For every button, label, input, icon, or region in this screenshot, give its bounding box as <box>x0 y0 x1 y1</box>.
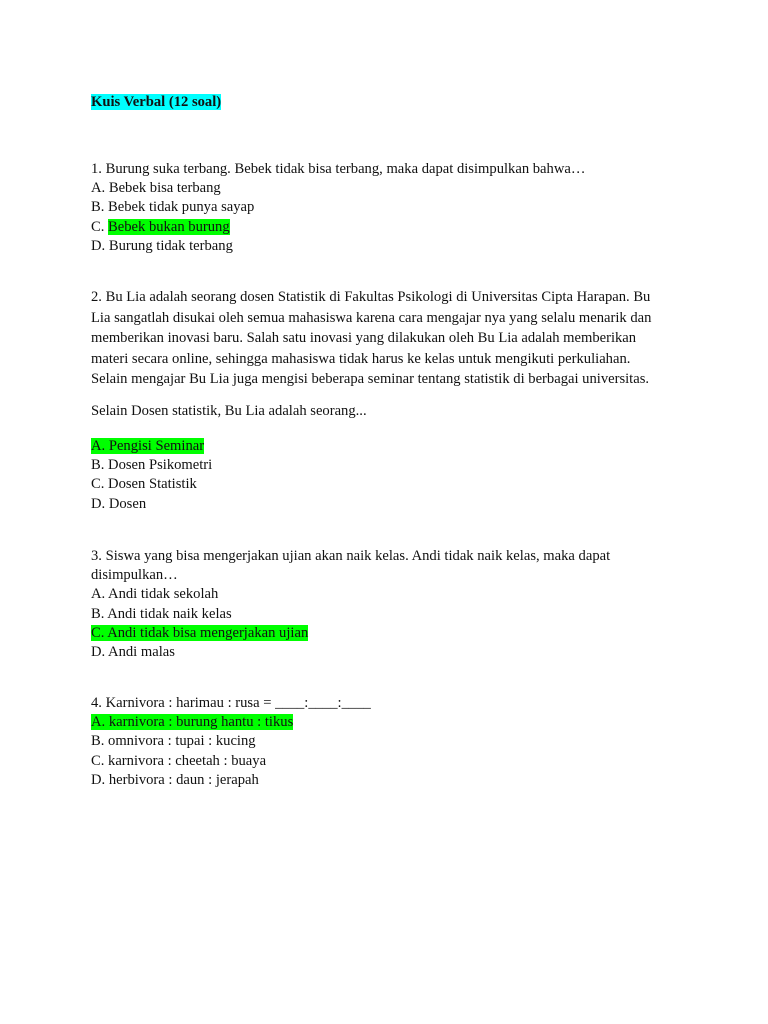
question-2-line: Selain mengajar Bu Lia juga mengisi beberapa seminar tentang statistik di berbagai universitas. <box>91 371 650 388</box>
question-1-text: 1. Burung suka terbang. Bebek tidak bisa terbang, maka dapat disimpulkan bahwa… <box>91 161 586 177</box>
question-2-paragraph <box>91 287 681 390</box>
quiz-title-text: Kuis Verbal (12 soal) <box>91 94 222 110</box>
correct-answer-highlight: Bebek bukan burung <box>108 218 230 235</box>
question-2-line: 2. Bu Lia adalah seorang dosen Statistik di Fakultas Psikologi di Universitas Cipta Harapan. Bu <box>91 289 651 305</box>
question-2-option-b: B. Dosen Psikometri <box>91 457 213 474</box>
question-1-option-a: A. Bebek bisa terbang <box>91 180 221 197</box>
question-1 <box>91 160 681 256</box>
correct-answer-highlight: A. Pengisi Seminar <box>91 438 205 454</box>
question-4-option-b: B. omnivora : tupai : kucing <box>91 733 256 750</box>
question-2-line: memberikan inovasi baru. Salah satu inovasi yang dilakukan oleh Bu Lia adalah memberikan <box>91 330 637 347</box>
question-4-option-d: D. herbivora : daun : jerapah <box>91 771 259 788</box>
question-3-option-a: A. Andi tidak sekolah <box>91 586 219 603</box>
question-3-text-line-2: disimpulkan… <box>91 567 178 584</box>
question-3-option-b: B. Andi tidak naik kelas <box>91 605 232 622</box>
question-2-line: Lia sangatlah disukai oleh semua mahasiswa karena cara mengajar nya yang selalu menarik dan <box>91 309 652 326</box>
question-1-option-c: C. Bebek bukan burung <box>91 218 230 235</box>
question-3 <box>91 547 681 662</box>
question-2-ask-text: Selain Dosen statistik, Bu Lia adalah seorang... <box>91 403 367 419</box>
question-2-line: materi secara online, sehingga mahasiswa tidak harus ke kelas untuk mengikuti perkuliahan. <box>91 350 631 367</box>
question-2-option-a <box>91 437 681 456</box>
question-3-text-line-1: 3. Siswa yang bisa mengerjakan ujian akan naik kelas. Andi tidak naik kelas, maka dapat <box>91 548 611 564</box>
question-2-ask <box>91 402 681 421</box>
question-1-option-b: B. Bebek tidak punya sayap <box>91 199 255 216</box>
question-2-option-c: C. Dosen Statistik <box>91 476 197 493</box>
question-4-option-a <box>91 713 681 732</box>
question-2-options <box>91 437 681 514</box>
question-1-option-d: D. Burung tidak terbang <box>91 237 233 254</box>
question-3-option-c <box>91 624 681 643</box>
correct-answer-highlight: C. Andi tidak bisa mengerjakan ujian <box>91 624 309 641</box>
correct-answer-highlight: A. karnivora : burung hantu : tikus <box>91 714 294 731</box>
question-4-option-c: C. karnivora : cheetah : buaya <box>91 752 267 769</box>
question-3-option-d: D. Andi malas <box>91 644 175 661</box>
question-4 <box>91 694 681 790</box>
question-2-option-d: D. Dosen <box>91 495 147 512</box>
question-4-text: 4. Karnivora : harimau : rusa = ____:____:____ <box>91 695 371 711</box>
quiz-title <box>91 93 221 112</box>
